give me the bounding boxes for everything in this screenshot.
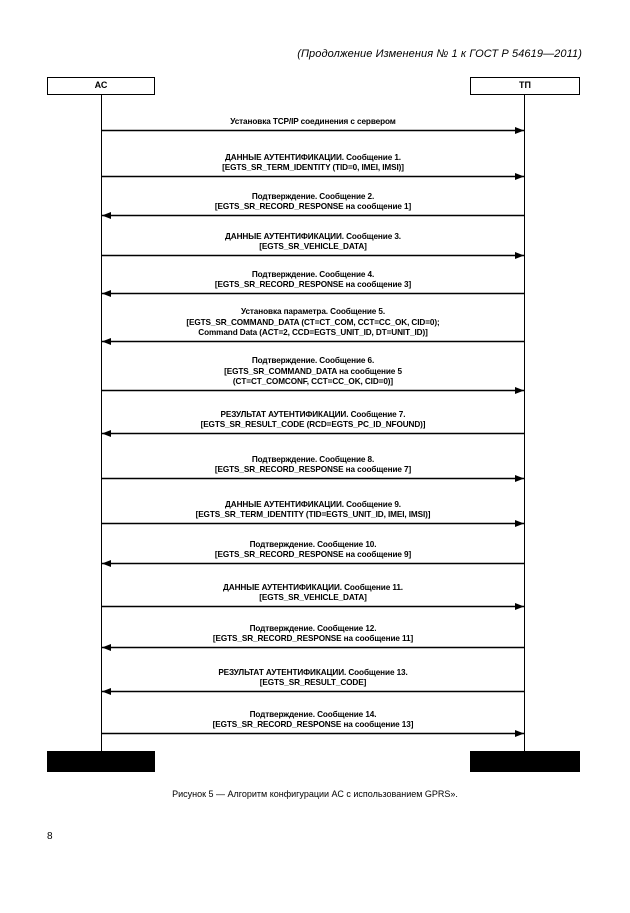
- message-label-line: (CT=CT_COMCONF, CCT=CC_OK, CID=0)]: [232, 377, 394, 386]
- figure-caption: Рисунок 5 — Алгоритм конфигурации АС с использованием GPRS».: [172, 789, 458, 799]
- message-label-line: [EGTS_SR_RECORD_RESPONSE на сообщение 7]: [214, 465, 412, 474]
- page-number: 8: [47, 831, 53, 842]
- message-label-line: Command Data (ACT=2, CCD=EGTS_UNIT_ID, DT=UNIT_ID)]: [198, 328, 428, 337]
- message-label: [101, 270, 525, 291]
- message-label: [101, 307, 525, 339]
- message-label-line: Подтверждение. Сообщение 2.: [251, 191, 375, 201]
- actor-as: АС: [47, 77, 155, 95]
- message-label-line: [EGTS_SR_RESULT_CODE (RCD=EGTS_PC_ID_NFOUND)]: [200, 420, 426, 429]
- message-label-line: Установка параметра. Сообщение 5.: [240, 307, 386, 316]
- message-15: [101, 683, 525, 738]
- message-label-line: [EGTS_SR_COMMAND_DATA (CT=CT_COM, CCT=CC_OK, CID=0);: [186, 317, 440, 327]
- message-label-line: ДАННЫЕ АУТЕНТИФИКАЦИИ. Сообщение 9.: [225, 499, 401, 509]
- lifeline-end-as: [47, 751, 155, 772]
- message-label-line: РЕЗУЛЬТАТ АУТЕНТИФИКАЦИИ. Сообщение 7.: [220, 409, 406, 419]
- header-note: (Продолжение Изменения № 1 к ГОСТ Р 54619—2011): [297, 48, 582, 60]
- message-label-line: [EGTS_SR_RECORD_RESPONSE на сообщение 13]: [212, 720, 414, 729]
- message-label-line: [EGTS_SR_RECORD_RESPONSE на сообщение 3]: [214, 280, 412, 289]
- lifeline-end-tp: [470, 751, 580, 772]
- message-label: [101, 710, 525, 731]
- message-label-line: [EGTS_SR_TERM_IDENTITY (TID=0, IMEI, IMSI)]: [222, 163, 404, 172]
- message-label-line: Подтверждение. Сообщение 14.: [249, 709, 377, 719]
- message-5: [101, 243, 525, 298]
- arrow-right-icon: [101, 729, 525, 738]
- message-label-line: Подтверждение. Сообщение 6.: [251, 356, 375, 365]
- actor-tp: ТП: [470, 77, 580, 95]
- message-label-line: Установка TCP/IP соединения с сервером: [230, 117, 396, 126]
- message-label-line: ДАННЫЕ АУТЕНТИФИКАЦИИ. Сообщение 1.: [225, 152, 401, 162]
- message-label-line: ДАННЫЕ АУТЕНТИФИКАЦИИ. Сообщение 11.: [223, 582, 403, 592]
- message-label-line: РЕЗУЛЬТАТ АУТЕНТИФИКАЦИИ. Сообщение 13.: [218, 667, 408, 677]
- message-label-line: [EGTS_SR_RECORD_RESPONSE на сообщение 9]: [214, 550, 412, 559]
- message-label-line: [EGTS_SR_VEHICLE_DATA]: [259, 242, 367, 251]
- message-6: [101, 291, 525, 346]
- message-label-line: [EGTS_SR_RESULT_CODE]: [259, 678, 367, 687]
- message-label-line: Подтверждение. Сообщение 8.: [251, 454, 375, 464]
- message-label-line: Подтверждение. Сообщение 12.: [249, 623, 377, 633]
- message-label-line: [EGTS_SR_RECORD_RESPONSE на сообщение 11]: [212, 634, 414, 643]
- message-label-line: Подтверждение. Сообщение 4.: [251, 269, 375, 279]
- message-label-line: [EGTS_SR_VEHICLE_DATA]: [259, 593, 367, 602]
- message-label-line: [EGTS_SR_COMMAND_DATA на сообщение 5: [224, 366, 402, 376]
- message-label-line: [EGTS_SR_TERM_IDENTITY (TID=EGTS_UNIT_ID, IMEI, IMSI)]: [195, 510, 431, 519]
- message-label-line: [EGTS_SR_RECORD_RESPONSE на сообщение 1]: [214, 202, 412, 211]
- message-label-line: ДАННЫЕ АУТЕНТИФИКАЦИИ. Сообщение 3.: [225, 231, 401, 241]
- message-label-line: Подтверждение. Сообщение 10.: [249, 539, 377, 549]
